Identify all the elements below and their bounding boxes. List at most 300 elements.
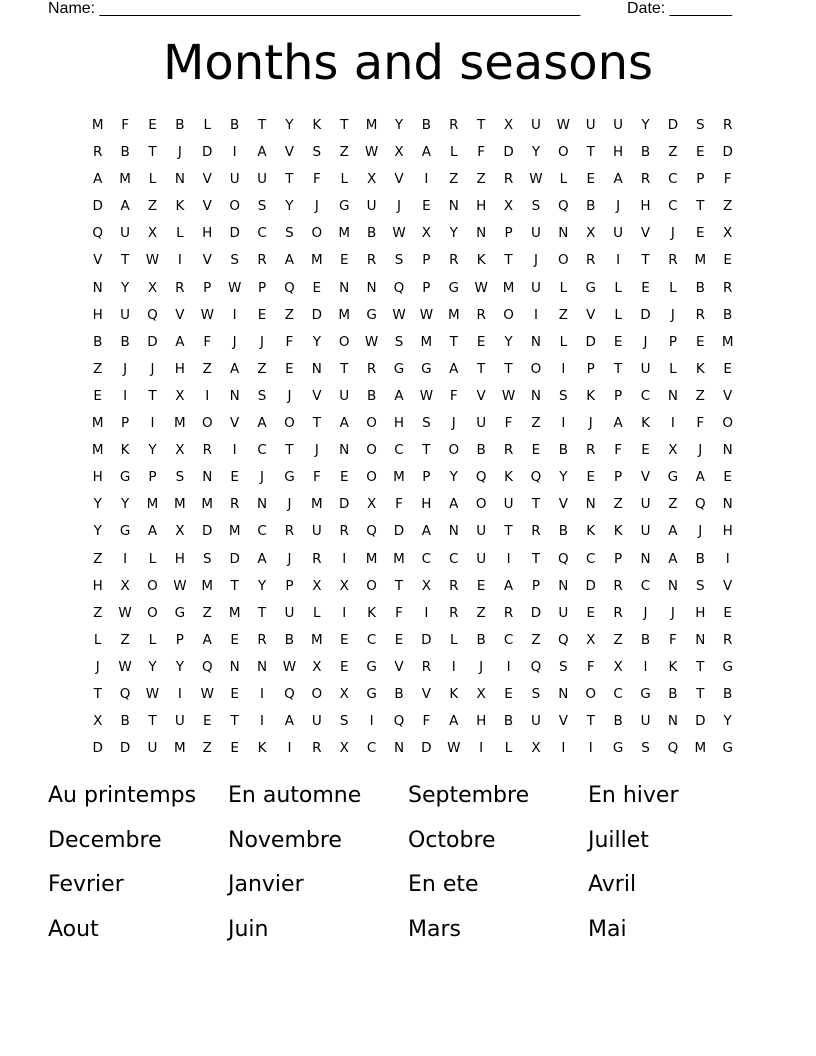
grid-letter[interactable]: D	[92, 740, 103, 757]
grid-letter[interactable]: H	[421, 496, 432, 513]
grid-letter[interactable]: T	[422, 442, 431, 459]
grid-letter[interactable]: J	[643, 333, 648, 350]
grid-letter[interactable]: N	[229, 658, 240, 675]
grid-letter[interactable]: U	[613, 225, 624, 242]
grid-letter[interactable]: M	[393, 550, 405, 567]
grid-letter[interactable]: O	[201, 415, 213, 432]
grid-letter[interactable]: C	[586, 550, 596, 567]
grid-letter[interactable]: R	[586, 442, 596, 459]
grid-letter[interactable]: K	[367, 604, 377, 621]
grid-letter[interactable]: Z	[531, 415, 541, 432]
grid-letter[interactable]: I	[260, 685, 265, 702]
grid-letter[interactable]: Q	[694, 496, 706, 513]
grid-letter[interactable]: V	[421, 685, 431, 702]
grid-letter[interactable]: O	[366, 469, 377, 486]
grid-letter[interactable]: N	[339, 279, 350, 296]
grid-letter[interactable]: U	[476, 550, 487, 567]
grid-letter[interactable]: P	[531, 577, 541, 594]
grid-letter[interactable]: Z	[613, 496, 623, 513]
grid-letter[interactable]: W	[282, 658, 297, 675]
grid-letter[interactable]: M	[174, 740, 186, 757]
grid-letter[interactable]: D	[503, 144, 514, 161]
grid-letter[interactable]: Y	[723, 713, 732, 730]
grid-letter[interactable]: Q	[530, 658, 542, 675]
grid-letter[interactable]: Z	[668, 144, 678, 161]
grid-letter[interactable]: U	[531, 279, 541, 296]
grid-letter[interactable]: S	[230, 252, 239, 269]
grid-letter[interactable]: M	[420, 333, 433, 350]
grid-letter[interactable]: A	[449, 713, 459, 730]
grid-letter[interactable]: E	[257, 306, 267, 323]
grid-letter[interactable]: W	[392, 306, 406, 323]
grid-letter[interactable]: U	[613, 117, 624, 133]
grid-letter[interactable]: V	[723, 577, 733, 594]
grid-letter[interactable]: T	[148, 387, 157, 404]
grid-letter[interactable]: T	[531, 496, 541, 513]
grid-letter[interactable]: B	[558, 442, 568, 459]
grid-letter[interactable]: M	[146, 496, 159, 513]
grid-letter[interactable]: F	[312, 469, 321, 486]
grid-letter[interactable]: V	[394, 658, 404, 675]
grid-letter[interactable]: I	[232, 306, 237, 323]
grid-letter[interactable]: D	[722, 144, 733, 161]
grid-letter[interactable]: X	[147, 279, 158, 296]
grid-letter[interactable]: X	[339, 740, 349, 757]
grid-letter[interactable]: A	[147, 523, 158, 540]
grid-letter[interactable]: E	[723, 252, 732, 269]
grid-letter[interactable]: R	[257, 631, 267, 648]
grid-letter[interactable]: C	[640, 387, 651, 404]
grid-letter[interactable]: O	[585, 685, 597, 702]
grid-letter[interactable]: E	[148, 117, 157, 133]
grid-letter[interactable]: N	[558, 225, 569, 242]
grid-letter[interactable]: L	[614, 279, 622, 296]
grid-letter[interactable]: Z	[93, 360, 103, 377]
grid-letter[interactable]: U	[558, 604, 569, 621]
grid-letter[interactable]: D	[421, 740, 432, 757]
grid-letter[interactable]: U	[311, 523, 322, 540]
grid-letter[interactable]: I	[479, 740, 484, 757]
grid-letter[interactable]: R	[503, 442, 514, 459]
grid-letter[interactable]: T	[230, 577, 239, 594]
grid-letter[interactable]: M	[228, 604, 241, 621]
grid-letter[interactable]: N	[229, 387, 240, 404]
grid-letter[interactable]: U	[531, 225, 541, 242]
grid-letter[interactable]: S	[339, 713, 349, 730]
grid-letter[interactable]: R	[421, 658, 432, 675]
grid-letter[interactable]: O	[558, 144, 569, 161]
grid-letter[interactable]: D	[421, 631, 432, 648]
grid-letter[interactable]: T	[613, 360, 623, 377]
grid-letter[interactable]: T	[504, 523, 513, 540]
grid-letter[interactable]: Q	[284, 685, 295, 702]
grid-letter[interactable]: V	[558, 713, 568, 730]
grid-letter[interactable]: O	[147, 604, 158, 621]
grid-letter[interactable]: N	[558, 577, 569, 594]
grid-letter[interactable]: B	[586, 198, 596, 215]
grid-letter[interactable]: I	[342, 550, 347, 567]
grid-letter[interactable]: O	[530, 360, 542, 377]
grid-letter[interactable]: V	[586, 306, 596, 323]
grid-letter[interactable]: E	[394, 631, 404, 648]
grid-letter[interactable]: Z	[93, 550, 103, 567]
grid-letter[interactable]: D	[585, 333, 596, 350]
grid-letter[interactable]: O	[503, 306, 514, 323]
grid-letter[interactable]: P	[175, 631, 184, 648]
grid-letter[interactable]: H	[92, 577, 103, 594]
grid-letter[interactable]: E	[531, 442, 541, 459]
grid-letter[interactable]: Z	[120, 631, 130, 648]
grid-letter[interactable]: Z	[531, 631, 541, 648]
grid-letter[interactable]: Z	[668, 496, 678, 513]
grid-letter[interactable]: T	[696, 685, 705, 702]
grid-letter[interactable]: V	[640, 225, 651, 242]
grid-letter[interactable]: W	[392, 225, 406, 242]
grid-letter[interactable]: R	[312, 550, 322, 567]
grid-letter[interactable]: O	[311, 685, 323, 702]
grid-letter[interactable]: Y	[257, 577, 267, 594]
grid-letter[interactable]: T	[586, 144, 595, 161]
grid-letter[interactable]: B	[695, 279, 705, 296]
grid-letter[interactable]: U	[640, 523, 651, 540]
date-field-label[interactable]: Date: _______	[627, 0, 732, 17]
grid-letter[interactable]: Q	[393, 713, 405, 730]
grid-letter[interactable]: Q	[530, 469, 542, 486]
grid-letter[interactable]: W	[145, 252, 160, 269]
grid-letter[interactable]: R	[695, 306, 705, 323]
grid-letter[interactable]: K	[120, 442, 130, 459]
grid-letter[interactable]: I	[506, 658, 511, 675]
grid-letter[interactable]: K	[668, 658, 678, 675]
grid-letter[interactable]: E	[696, 144, 705, 161]
grid-letter[interactable]: M	[447, 306, 460, 323]
grid-letter[interactable]: E	[422, 198, 431, 215]
grid-letter[interactable]: N	[174, 171, 185, 188]
grid-letter[interactable]: H	[722, 523, 733, 540]
grid-letter[interactable]: U	[503, 496, 514, 513]
grid-letter[interactable]: W	[529, 171, 543, 188]
grid-letter[interactable]: F	[586, 658, 595, 675]
grid-letter[interactable]: F	[696, 415, 705, 432]
grid-letter[interactable]: P	[422, 469, 431, 486]
grid-letter[interactable]: J	[479, 658, 484, 675]
grid-letter[interactable]: N	[448, 523, 459, 540]
grid-letter[interactable]: B	[668, 685, 678, 702]
grid-letter[interactable]: J	[670, 306, 675, 323]
grid-letter[interactable]: L	[313, 604, 321, 621]
grid-letter[interactable]: A	[695, 469, 705, 486]
grid-letter[interactable]: U	[476, 415, 487, 432]
grid-letter[interactable]: Z	[476, 604, 486, 621]
grid-letter[interactable]: W	[364, 333, 379, 350]
grid-letter[interactable]: K	[695, 360, 705, 377]
grid-letter[interactable]: H	[476, 198, 487, 215]
grid-letter[interactable]: T	[477, 117, 486, 133]
grid-letter[interactable]: E	[476, 577, 486, 594]
grid-letter[interactable]: R	[613, 577, 623, 594]
grid-letter[interactable]: R	[531, 523, 541, 540]
grid-letter[interactable]: O	[284, 415, 295, 432]
grid-letter[interactable]: O	[448, 442, 460, 459]
grid-letter[interactable]: I	[561, 415, 566, 432]
grid-letter[interactable]: R	[722, 279, 733, 296]
grid-letter[interactable]: E	[312, 279, 322, 296]
grid-letter[interactable]: O	[338, 333, 350, 350]
grid-letter[interactable]: A	[613, 415, 623, 432]
grid-letter[interactable]: A	[421, 144, 431, 161]
grid-letter[interactable]: R	[284, 523, 295, 540]
grid-letter[interactable]: Y	[120, 279, 130, 296]
grid-letter[interactable]: D	[119, 740, 131, 757]
grid-letter[interactable]: I	[342, 604, 347, 621]
grid-letter[interactable]: R	[613, 604, 623, 621]
grid-letter[interactable]: Q	[558, 198, 569, 215]
grid-letter[interactable]: R	[586, 252, 596, 269]
grid-letter[interactable]: L	[203, 117, 212, 133]
grid-letter[interactable]: T	[340, 117, 349, 133]
grid-letter[interactable]: T	[394, 577, 404, 594]
grid-letter[interactable]: Y	[120, 496, 130, 513]
grid-letter[interactable]: V	[723, 387, 733, 404]
grid-letter[interactable]: Y	[394, 117, 404, 133]
grid-letter[interactable]: A	[668, 523, 678, 540]
grid-letter[interactable]: M	[365, 117, 378, 133]
grid-letter[interactable]: J	[533, 252, 538, 269]
grid-letter[interactable]: J	[287, 387, 292, 404]
grid-letter[interactable]: W	[474, 279, 488, 296]
grid-letter[interactable]: U	[640, 360, 651, 377]
grid-letter[interactable]: Q	[201, 658, 213, 675]
grid-letter[interactable]: Y	[312, 333, 321, 350]
grid-letter[interactable]: N	[722, 496, 733, 513]
grid-letter[interactable]: P	[586, 360, 595, 377]
grid-letter[interactable]: V	[312, 387, 322, 404]
grid-letter[interactable]: E	[93, 387, 102, 404]
grid-letter[interactable]: X	[421, 577, 431, 594]
grid-letter[interactable]: E	[230, 685, 239, 702]
grid-letter[interactable]: L	[559, 279, 568, 296]
grid-letter[interactable]: I	[725, 550, 730, 567]
grid-letter[interactable]: H	[202, 225, 213, 242]
grid-letter[interactable]: H	[92, 469, 103, 486]
grid-letter[interactable]: R	[503, 604, 514, 621]
grid-letter[interactable]: L	[450, 144, 458, 161]
grid-letter[interactable]: N	[667, 577, 678, 594]
grid-letter[interactable]: D	[530, 604, 542, 621]
grid-letter[interactable]: R	[175, 279, 185, 296]
grid-letter[interactable]: R	[722, 117, 733, 133]
grid-letter[interactable]: S	[257, 387, 267, 404]
grid-letter[interactable]: E	[285, 360, 294, 377]
grid-letter[interactable]: I	[123, 387, 128, 404]
grid-letter[interactable]: K	[586, 387, 596, 404]
grid-letter[interactable]: N	[448, 198, 459, 215]
grid-letter[interactable]: T	[148, 144, 157, 161]
grid-letter[interactable]: N	[202, 469, 213, 486]
grid-letter[interactable]: X	[723, 225, 733, 242]
grid-letter[interactable]: U	[640, 496, 651, 513]
grid-letter[interactable]: Y	[175, 658, 184, 675]
grid-letter[interactable]: K	[641, 415, 650, 432]
grid-letter[interactable]: W	[118, 658, 132, 675]
grid-letter[interactable]: Q	[366, 523, 377, 540]
grid-letter[interactable]: L	[669, 360, 677, 377]
grid-letter[interactable]: D	[695, 713, 706, 730]
grid-letter[interactable]: J	[616, 198, 621, 215]
grid-letter[interactable]: E	[339, 631, 349, 648]
grid-letter[interactable]: Z	[284, 306, 295, 323]
grid-letter[interactable]: X	[394, 144, 404, 161]
grid-letter[interactable]: O	[558, 252, 569, 269]
grid-letter[interactable]: O	[475, 496, 487, 513]
grid-letter[interactable]: A	[339, 415, 349, 432]
grid-letter[interactable]: J	[451, 415, 456, 432]
grid-letter[interactable]: W	[419, 387, 434, 404]
grid-letter[interactable]: K	[476, 252, 486, 269]
grid-letter[interactable]: B	[640, 631, 651, 648]
grid-letter[interactable]: L	[148, 171, 157, 188]
grid-letter[interactable]: W	[501, 387, 516, 404]
grid-letter[interactable]: N	[585, 496, 596, 513]
grid-letter[interactable]: X	[476, 685, 486, 702]
grid-letter[interactable]: C	[449, 550, 459, 567]
grid-letter[interactable]: M	[201, 577, 214, 594]
grid-letter[interactable]: Y	[93, 496, 102, 513]
grid-letter[interactable]: S	[394, 333, 404, 350]
grid-letter[interactable]: U	[476, 523, 487, 540]
grid-letter[interactable]: V	[202, 198, 212, 215]
grid-letter[interactable]: H	[92, 306, 103, 323]
grid-letter[interactable]: D	[311, 306, 323, 323]
grid-letter[interactable]: F	[395, 604, 403, 621]
grid-letter[interactable]: A	[613, 171, 623, 188]
grid-letter[interactable]: R	[366, 360, 377, 377]
grid-letter[interactable]: V	[394, 171, 404, 188]
grid-letter[interactable]: A	[394, 387, 404, 404]
grid-letter[interactable]: J	[643, 604, 648, 621]
grid-letter[interactable]: C	[366, 740, 377, 757]
grid-letter[interactable]: X	[531, 740, 541, 757]
grid-letter[interactable]: M	[228, 523, 241, 540]
grid-letter[interactable]: I	[232, 442, 237, 459]
grid-letter[interactable]: U	[174, 713, 185, 730]
grid-letter[interactable]: Y	[641, 117, 650, 133]
grid-letter[interactable]: E	[586, 604, 595, 621]
grid-letter[interactable]: K	[257, 740, 267, 757]
grid-letter[interactable]: I	[205, 387, 210, 404]
grid-letter[interactable]: T	[285, 442, 294, 459]
grid-letter[interactable]: F	[203, 333, 212, 350]
grid-letter[interactable]: T	[148, 713, 157, 730]
grid-letter[interactable]: M	[310, 496, 323, 513]
grid-letter[interactable]: S	[531, 685, 541, 702]
grid-letter[interactable]: I	[232, 144, 237, 161]
grid-letter[interactable]: P	[614, 387, 623, 404]
grid-letter[interactable]: X	[312, 577, 322, 594]
grid-letter[interactable]: N	[640, 550, 651, 567]
grid-letter[interactable]: U	[147, 740, 158, 757]
grid-letter[interactable]: J	[260, 469, 265, 486]
grid-letter[interactable]: G	[448, 279, 459, 296]
grid-letter[interactable]: D	[202, 523, 213, 540]
grid-letter[interactable]: A	[449, 496, 459, 513]
grid-letter[interactable]: Z	[202, 740, 212, 757]
grid-letter[interactable]: T	[93, 685, 102, 702]
grid-letter[interactable]: C	[257, 442, 267, 459]
grid-letter[interactable]: J	[123, 360, 128, 377]
grid-letter[interactable]: Z	[339, 144, 349, 161]
grid-letter[interactable]: V	[284, 144, 295, 161]
grid-letter[interactable]: J	[287, 496, 292, 513]
grid-letter[interactable]: W	[227, 279, 242, 296]
grid-letter[interactable]: A	[668, 550, 678, 567]
grid-letter[interactable]: R	[449, 577, 459, 594]
grid-letter[interactable]: F	[422, 713, 431, 730]
grid-letter[interactable]: T	[504, 360, 513, 377]
grid-letter[interactable]: M	[502, 279, 515, 296]
grid-letter[interactable]: Z	[257, 360, 267, 377]
grid-letter[interactable]: E	[723, 469, 732, 486]
grid-letter[interactable]: X	[93, 713, 103, 730]
grid-letter[interactable]: D	[202, 144, 213, 161]
grid-letter[interactable]: C	[394, 442, 404, 459]
grid-letter[interactable]: I	[533, 306, 538, 323]
grid-letter[interactable]: Y	[93, 523, 102, 540]
grid-letter[interactable]: B	[284, 631, 295, 648]
grid-letter[interactable]: D	[339, 496, 350, 513]
grid-letter[interactable]: B	[421, 117, 432, 133]
grid-letter[interactable]: F	[285, 333, 294, 350]
grid-letter[interactable]: U	[120, 225, 131, 242]
grid-letter[interactable]: G	[174, 604, 186, 621]
grid-letter[interactable]: E	[613, 333, 623, 350]
grid-letter[interactable]: M	[338, 306, 351, 323]
grid-letter[interactable]: L	[340, 171, 348, 188]
grid-letter[interactable]: D	[229, 225, 240, 242]
grid-letter[interactable]: T	[340, 360, 349, 377]
grid-letter[interactable]: I	[643, 658, 648, 675]
grid-letter[interactable]: R	[93, 144, 103, 161]
grid-letter[interactable]: E	[696, 225, 705, 242]
grid-letter[interactable]: M	[310, 252, 323, 269]
grid-letter[interactable]: R	[366, 252, 377, 269]
grid-letter[interactable]: X	[503, 198, 514, 215]
grid-letter[interactable]: T	[696, 658, 705, 675]
grid-letter[interactable]: Y	[559, 469, 568, 486]
grid-letter[interactable]: E	[230, 740, 239, 757]
grid-letter[interactable]: A	[421, 523, 431, 540]
grid-letter[interactable]: U	[366, 198, 377, 215]
grid-letter[interactable]: U	[640, 713, 651, 730]
grid-letter[interactable]: I	[561, 360, 566, 377]
grid-letter[interactable]: S	[312, 144, 322, 161]
grid-letter[interactable]: P	[504, 225, 513, 242]
grid-letter[interactable]: F	[395, 496, 403, 513]
grid-letter[interactable]: Y	[449, 469, 458, 486]
grid-letter[interactable]: B	[120, 713, 130, 730]
grid-letter[interactable]: M	[91, 442, 104, 459]
grid-letter[interactable]: X	[339, 685, 349, 702]
grid-letter[interactable]: Q	[147, 306, 158, 323]
grid-letter[interactable]: W	[447, 740, 461, 757]
grid-letter[interactable]: P	[668, 333, 677, 350]
grid-letter[interactable]: J	[314, 442, 319, 459]
grid-letter[interactable]: Z	[476, 171, 486, 188]
grid-letter[interactable]: S	[696, 577, 705, 594]
grid-letter[interactable]: Z	[449, 171, 459, 188]
grid-letter[interactable]: H	[640, 198, 651, 215]
grid-letter[interactable]: P	[422, 279, 431, 296]
